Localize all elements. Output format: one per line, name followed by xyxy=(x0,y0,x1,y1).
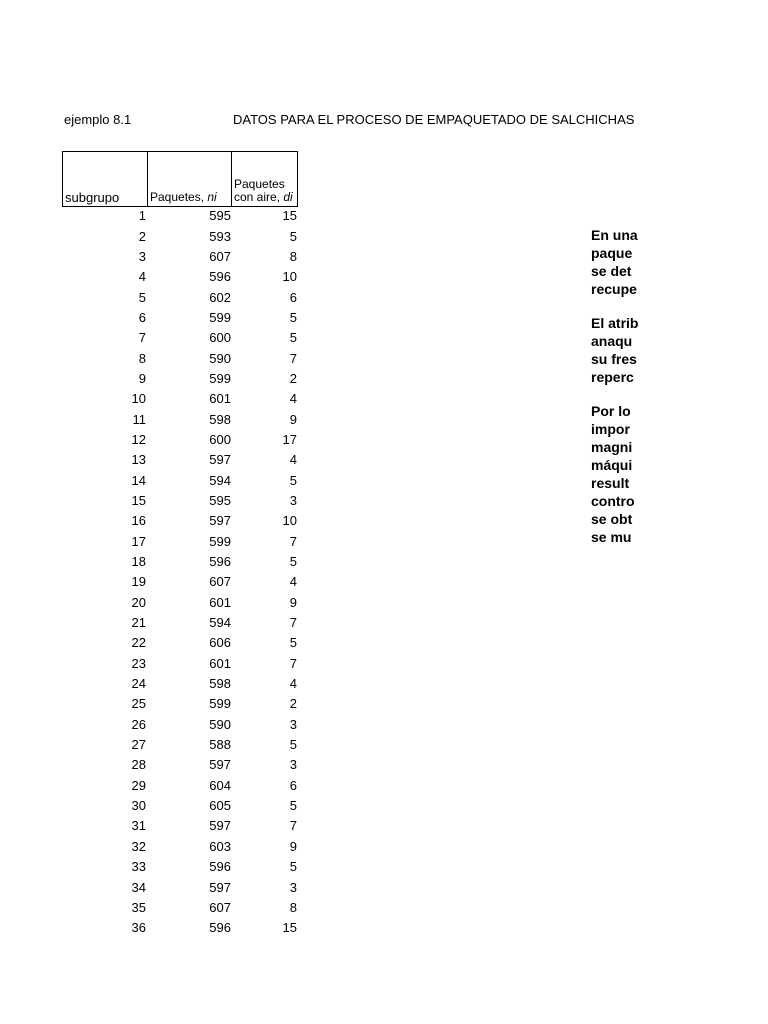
packages-cell: 602 xyxy=(209,289,231,305)
table-row xyxy=(62,816,299,836)
table-row xyxy=(62,328,299,348)
side-text-line: anaqu xyxy=(591,333,633,349)
packages-variable: ni xyxy=(207,190,217,204)
side-text-panel xyxy=(591,226,768,566)
air-packages-cell: 7 xyxy=(289,615,297,631)
subgroup-cell: 29 xyxy=(131,777,146,793)
column-header-subgroup-label: subgrupo xyxy=(65,190,120,205)
table-row xyxy=(62,470,299,490)
air-packages-cell: 5 xyxy=(289,330,297,346)
air-packages-cell: 7 xyxy=(289,818,297,834)
subgroup-cell: 7 xyxy=(138,330,146,346)
table-row xyxy=(62,267,299,287)
air-packages-cell: 10 xyxy=(282,269,297,285)
data-table-body xyxy=(62,206,299,938)
packages-cell: 601 xyxy=(209,655,231,671)
table-row xyxy=(62,654,299,674)
air-packages-cell: 6 xyxy=(289,289,297,305)
packages-cell: 596 xyxy=(209,859,231,875)
subgroup-cell: 36 xyxy=(131,920,146,936)
subgroup-cell: 27 xyxy=(131,737,146,753)
air-packages-cell: 5 xyxy=(289,737,297,753)
subgroup-cell: 14 xyxy=(131,472,146,488)
table-row xyxy=(62,409,299,429)
table-row xyxy=(62,877,299,897)
subgroup-cell: 8 xyxy=(138,350,146,366)
example-label: ejemplo 8.1 xyxy=(64,112,132,127)
side-text-line: su fres xyxy=(591,351,637,367)
air-variable: di xyxy=(283,190,293,204)
subgroup-cell: 11 xyxy=(132,411,146,427)
side-paragraph xyxy=(591,226,768,298)
table-row xyxy=(62,552,299,572)
table-row xyxy=(62,613,299,633)
side-text-line: En una xyxy=(591,227,638,243)
packages-cell: 599 xyxy=(209,309,231,325)
table-row xyxy=(62,837,299,857)
packages-cell: 607 xyxy=(209,899,231,915)
packages-cell: 605 xyxy=(209,798,231,814)
air-packages-cell: 5 xyxy=(289,859,297,875)
packages-cell: 606 xyxy=(209,635,231,651)
side-text-line: El atrib xyxy=(591,315,639,331)
subgroup-cell: 15 xyxy=(131,492,146,508)
air-packages-cell: 7 xyxy=(289,533,297,549)
table-row xyxy=(62,491,299,511)
subgroup-cell: 32 xyxy=(131,838,146,854)
table-row xyxy=(62,308,299,328)
packages-cell: 594 xyxy=(209,472,231,488)
subgroup-cell: 35 xyxy=(131,899,146,915)
packages-cell: 599 xyxy=(209,696,231,712)
column-header-packages-label xyxy=(150,191,217,204)
subgroup-cell: 33 xyxy=(131,859,146,875)
side-text-line: Por lo xyxy=(591,403,631,419)
subgroup-cell: 13 xyxy=(131,452,146,468)
table-row xyxy=(62,572,299,592)
column-header-subgroup xyxy=(62,151,148,207)
air-packages-cell: 5 xyxy=(289,554,297,570)
table-row xyxy=(62,348,299,368)
air-packages-cell: 5 xyxy=(289,228,297,244)
packages-cell: 597 xyxy=(209,818,231,834)
packages-cell: 595 xyxy=(209,492,231,508)
side-paragraph xyxy=(591,402,768,546)
table-row xyxy=(62,633,299,653)
packages-cell: 597 xyxy=(209,452,231,468)
air-packages-cell: 4 xyxy=(289,574,297,590)
packages-cell: 598 xyxy=(209,676,231,692)
packages-cell: 590 xyxy=(209,350,231,366)
table-row xyxy=(62,918,299,938)
side-text-line: magni xyxy=(591,439,633,455)
air-packages-cell: 5 xyxy=(289,309,297,325)
subgroup-cell: 30 xyxy=(131,798,146,814)
subgroup-cell: 18 xyxy=(131,554,146,570)
packages-cell: 601 xyxy=(209,391,231,407)
air-packages-cell: 4 xyxy=(289,391,297,407)
packages-cell: 597 xyxy=(209,879,231,895)
air-packages-cell: 5 xyxy=(289,798,297,814)
packages-cell: 599 xyxy=(209,533,231,549)
subgroup-cell: 17 xyxy=(131,533,146,549)
side-text-line: paque xyxy=(591,245,633,261)
packages-cell: 604 xyxy=(209,777,231,793)
subgroup-cell: 10 xyxy=(131,391,146,407)
subgroup-cell: 26 xyxy=(131,716,146,732)
packages-cell: 590 xyxy=(209,716,231,732)
subgroup-cell: 24 xyxy=(131,676,146,692)
table-row xyxy=(62,857,299,877)
table-row xyxy=(62,287,299,307)
subgroup-cell: 16 xyxy=(131,513,146,529)
packages-cell: 596 xyxy=(209,269,231,285)
packages-cell: 594 xyxy=(209,615,231,631)
air-packages-cell: 8 xyxy=(289,899,297,915)
table-row xyxy=(62,735,299,755)
air-packages-cell: 7 xyxy=(289,350,297,366)
table-row xyxy=(62,755,299,775)
table-row xyxy=(62,796,299,816)
table-row xyxy=(62,226,299,246)
subgroup-cell: 3 xyxy=(138,248,146,264)
packages-cell: 607 xyxy=(209,248,231,264)
subgroup-cell: 6 xyxy=(138,309,146,325)
subgroup-cell: 22 xyxy=(131,635,146,651)
table-row xyxy=(62,593,299,613)
air-packages-cell: 15 xyxy=(282,208,297,224)
side-paragraph xyxy=(591,314,768,386)
subgroup-cell: 12 xyxy=(131,431,146,447)
air-packages-cell: 9 xyxy=(289,411,297,427)
air-label-line1: Paquetes xyxy=(234,177,285,191)
packages-cell: 596 xyxy=(209,920,231,936)
packages-cell: 599 xyxy=(209,370,231,386)
air-packages-cell: 5 xyxy=(289,635,297,651)
air-packages-cell: 2 xyxy=(289,370,297,386)
subgroup-cell: 21 xyxy=(131,615,146,631)
table-row xyxy=(62,776,299,796)
packages-cell: 596 xyxy=(209,554,231,570)
air-packages-cell: 15 xyxy=(282,920,297,936)
table-row xyxy=(62,898,299,918)
table-row xyxy=(62,674,299,694)
side-text-line: se det xyxy=(591,263,632,279)
air-label-line2: con aire, xyxy=(234,190,284,204)
packages-cell: 600 xyxy=(209,431,231,447)
subgroup-cell: 25 xyxy=(131,696,146,712)
air-packages-cell: 8 xyxy=(289,248,297,264)
column-header-packages xyxy=(147,151,232,207)
packages-cell: 607 xyxy=(209,574,231,590)
subgroup-cell: 4 xyxy=(138,269,146,285)
subgroup-cell: 23 xyxy=(131,655,146,671)
table-row xyxy=(62,715,299,735)
table-row xyxy=(62,389,299,409)
subgroup-cell: 31 xyxy=(131,818,146,834)
side-text-line: reperc xyxy=(591,369,634,385)
side-text-line: se obt xyxy=(591,511,633,527)
table-row xyxy=(62,532,299,552)
subgroup-cell: 19 xyxy=(131,574,146,590)
packages-cell: 597 xyxy=(209,757,231,773)
table-row xyxy=(62,206,299,226)
air-packages-cell: 3 xyxy=(289,716,297,732)
air-packages-cell: 17 xyxy=(282,431,297,447)
air-packages-cell: 3 xyxy=(289,492,297,508)
air-packages-cell: 9 xyxy=(289,594,297,610)
packages-cell: 593 xyxy=(209,228,231,244)
air-packages-cell: 4 xyxy=(289,452,297,468)
table-row xyxy=(62,247,299,267)
packages-cell: 597 xyxy=(209,513,231,529)
packages-cell: 598 xyxy=(209,411,231,427)
packages-cell: 603 xyxy=(209,838,231,854)
side-text-line: recupe xyxy=(591,281,637,297)
sheet-title: DATOS PARA EL PROCESO DE EMPAQUETADO DE SALCHICHAS xyxy=(233,112,635,127)
packages-cell: 600 xyxy=(209,330,231,346)
subgroup-cell: 34 xyxy=(131,879,146,895)
packages-cell: 595 xyxy=(209,208,231,224)
subgroup-cell: 2 xyxy=(138,228,146,244)
air-packages-cell: 3 xyxy=(289,879,297,895)
packages-cell: 588 xyxy=(209,737,231,753)
air-packages-cell: 5 xyxy=(289,472,297,488)
table-row xyxy=(62,430,299,450)
packages-cell: 601 xyxy=(209,594,231,610)
table-row xyxy=(62,450,299,470)
data-table xyxy=(62,206,299,938)
air-packages-cell: 2 xyxy=(289,696,297,712)
air-packages-cell: 3 xyxy=(289,757,297,773)
column-header-air-packages xyxy=(231,151,298,207)
table-row xyxy=(62,511,299,531)
side-text-line: result xyxy=(591,475,630,491)
subgroup-cell: 20 xyxy=(131,594,146,610)
air-packages-cell: 4 xyxy=(289,676,297,692)
subgroup-cell: 28 xyxy=(131,757,146,773)
table-row xyxy=(62,694,299,714)
air-packages-cell: 6 xyxy=(289,777,297,793)
air-packages-cell: 7 xyxy=(289,655,297,671)
column-header-air-label xyxy=(234,178,298,204)
subgroup-cell: 1 xyxy=(138,208,146,224)
side-text-line: contro xyxy=(591,493,635,509)
side-text-line: máqui xyxy=(591,457,633,473)
air-packages-cell: 9 xyxy=(289,838,297,854)
table-row xyxy=(62,369,299,389)
subgroup-cell: 5 xyxy=(138,289,146,305)
air-packages-cell: 10 xyxy=(282,513,297,529)
packages-label-text: Paquetes, xyxy=(150,190,208,204)
side-text-line: impor xyxy=(591,421,630,437)
side-text-line: se mu xyxy=(591,529,632,545)
subgroup-cell: 9 xyxy=(138,370,146,386)
